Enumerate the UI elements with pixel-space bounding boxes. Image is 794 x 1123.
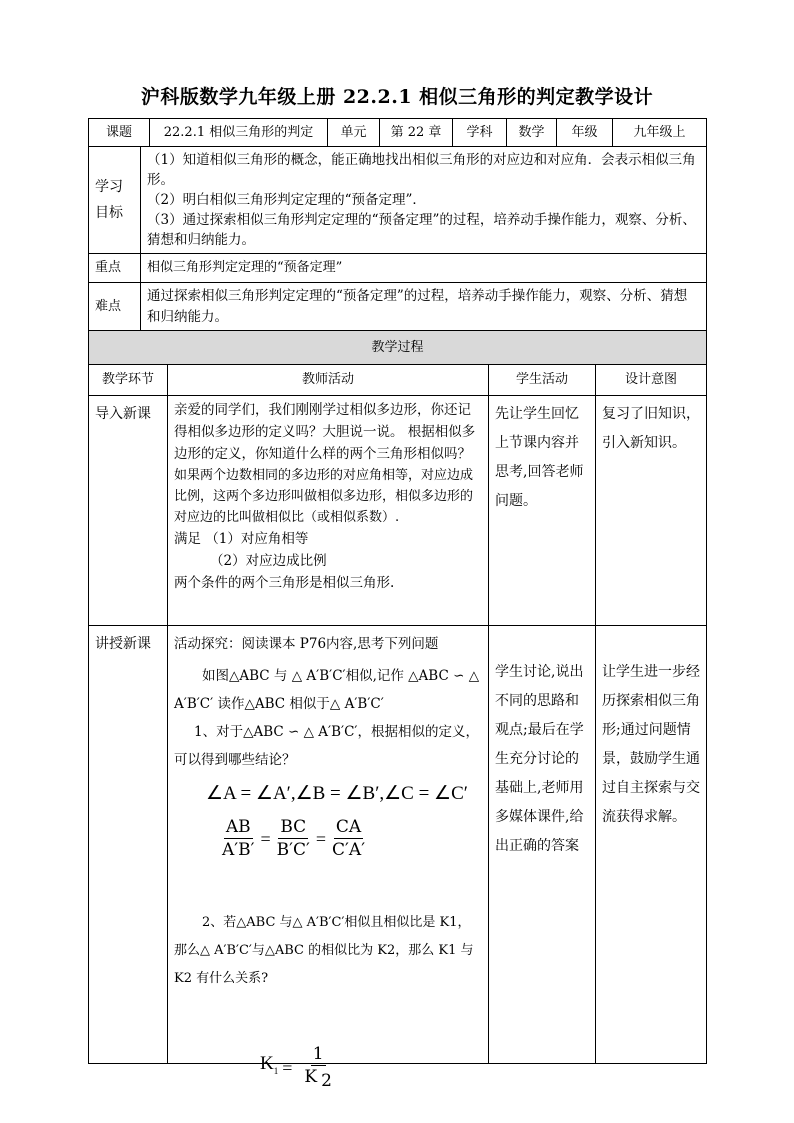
question-1: 1、对于△ABC ∽ △ A′B′C′，根据相似的定义，可以得到哪些结论？ bbox=[174, 724, 479, 768]
nianji-label: 年级 bbox=[556, 118, 612, 146]
key-label: 重点 bbox=[88, 253, 140, 282]
question-2: 2、若△ABC 与△ A′B′C′相似且相似比是 K1，那么△ A′B′C′与△ABC 的相似比为 K2，那么 K1 与 K2 有什么关系? bbox=[174, 915, 474, 986]
teacher-text: 满足 （1）对应角相等 bbox=[174, 531, 309, 547]
teacher-text: 两个条件的两个三角形是相似三角形. bbox=[174, 575, 395, 591]
difficulty-text: 通过探索相似三角形判定定理的“预备定理”的过程，培养动手操作能力，观察、分析、猜想和归纳能力。 bbox=[140, 282, 707, 330]
stage-cell: 导入新课 bbox=[88, 395, 167, 625]
ratio-bc: $\frac{BC}{B'C'}$ bbox=[276, 817, 310, 860]
teacher-activity-cell bbox=[167, 625, 488, 1092]
process-heading: 教学过程 bbox=[88, 330, 707, 364]
difficulty-label: 难点 bbox=[88, 282, 140, 330]
teacher-text: 如果两个边数相同的多边形的对应角相等，对应边成比例，这两个多边形叫做相似多边形，相似多边形的对应边的比叫做相似比（或相似系数）. bbox=[174, 468, 474, 525]
student-activity-cell: 先让学生回忆上节课内容并思考,回答老师问题。 bbox=[488, 395, 595, 625]
keti-value: 22.2.1 相似三角形的判定 bbox=[149, 118, 327, 146]
ratio-ca: $\frac{CA}{C'A'}$ bbox=[332, 817, 366, 860]
goals-label-cell bbox=[88, 146, 140, 253]
ratio-equalities: $\frac{AB}{A'B'}$ = $\frac{BC}{B'C'}$ = $\frac{CA}{C'A'}$ bbox=[222, 817, 366, 860]
column-header: 教学环节 bbox=[88, 364, 167, 395]
teacher-text: （2）对应边成比例 bbox=[210, 553, 327, 569]
k1-symbol: $K_1$ bbox=[260, 1053, 279, 1077]
goal-item: （1）知道相似三角形的概念，能正确地找出相似三角形的对应边和对应角．会表示相似三角形。 bbox=[147, 152, 696, 188]
column-header: 教师活动 bbox=[167, 364, 488, 395]
danyuan-value: 第 22 章 bbox=[379, 118, 452, 146]
xueke-value: 数学 bbox=[506, 118, 556, 146]
xueke-label: 学科 bbox=[452, 118, 506, 146]
k-fraction: $\frac{1}{K 2}$ bbox=[304, 1044, 332, 1092]
teacher-text: 亲爱的同学们，我们刚刚学过相似多边形，你还记得相似多边形的定义吗？大胆说一说。 根据相似多边形的定义，你知道什么样的两个三角形相似吗？ bbox=[174, 402, 476, 462]
similar-notation: 如图△ABC 与 △ A′B′C′相似,记作 △ABC ∽ △ A′B′C′ 读作△ABC 相似于△ A′B′C′ bbox=[174, 668, 480, 712]
goals-content bbox=[140, 146, 707, 253]
intent-cell: 让学生进一步经历探索相似三角形;通过问题情景，鼓励学生通过自主探索与交流获得求解。 bbox=[595, 625, 707, 1064]
nianji-value: 九年级上 bbox=[612, 118, 707, 146]
ratio-ab: $\frac{AB}{A'B'}$ bbox=[222, 817, 255, 860]
goals-label: 学习目标 bbox=[95, 179, 123, 221]
student-activity-cell: 学生讨论,说出不同的思路和观点;最后在学生充分讨论的基础上,老师用多媒体课件,给出正确的答案 bbox=[488, 625, 595, 1064]
goal-item: （2）明白相似三角形判定定理的“预备定理”． bbox=[147, 192, 426, 208]
goal-item: （3）通过探索相似三角形判定定理的“预备定理”的过程，培养动手操作能力，观察、分析、猜想和归纳能力。 bbox=[147, 212, 696, 248]
column-header: 学生活动 bbox=[488, 364, 595, 395]
intent-cell: 复习了旧知识，引入新知识。 bbox=[595, 395, 707, 625]
teacher-activity-cell bbox=[167, 395, 488, 625]
keti-label: 课题 bbox=[88, 118, 149, 146]
page-title: 沪科版数学九年级上册 22.2.1 相似三角形的判定教学设计 bbox=[140, 86, 654, 108]
column-header: 设计意图 bbox=[595, 364, 707, 395]
key-text: 相似三角形判定定理的“预备定理” bbox=[140, 253, 707, 282]
stage-cell: 讲授新课 bbox=[88, 625, 167, 1064]
k-relation: $K_1$ = $\frac{1}{K 2}$ bbox=[174, 1043, 482, 1092]
activity-intro: 活动探究：阅读课本 P76内容,思考下列问题 bbox=[174, 636, 439, 652]
angle-equalities: ∠A = ∠A′,∠B = ∠B′,∠C = ∠C′ bbox=[206, 783, 468, 804]
danyuan-label: 单元 bbox=[327, 118, 379, 146]
